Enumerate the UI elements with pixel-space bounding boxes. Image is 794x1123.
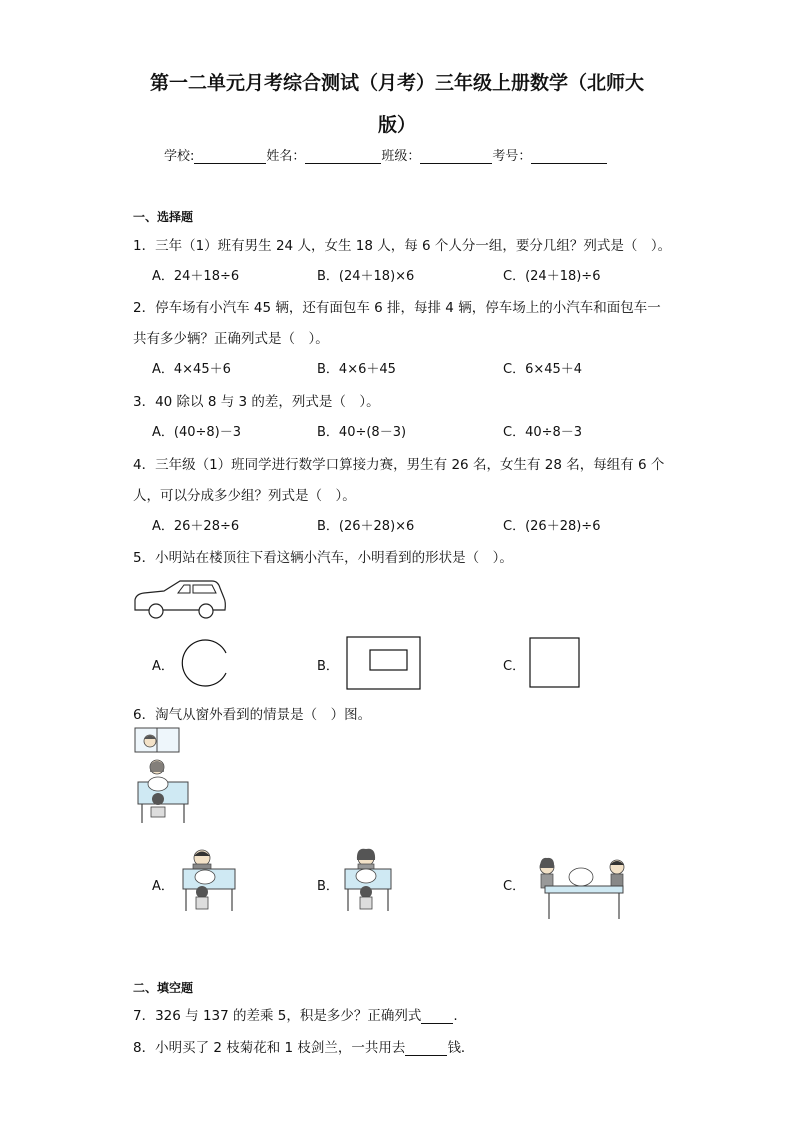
question-5-text: 5．小明站在楼顶往下看这辆小汽车，小明看到的形状是（ ）。 — [133, 550, 513, 566]
question-6-text: 6．淘气从窗外看到的情景是（ ）图。 — [133, 707, 372, 723]
name-label: 姓名： — [266, 149, 306, 164]
option-c-side-view-table-image — [537, 855, 633, 921]
question-5-option-c[interactable]: C． — [503, 659, 526, 674]
question-4-option-c[interactable]: C．(26＋28)÷6 — [503, 519, 601, 534]
question-1-option-c[interactable]: C．(24＋18)÷6 — [503, 269, 601, 284]
question-4-text-line2: 人，可以分成多少组？列式是（ ）。 — [133, 488, 356, 504]
question-1-option-b[interactable]: B．(24＋18)×6 — [317, 269, 415, 284]
question-2-text-line1: 2．停车场有小汽车 45 辆，还有面包车 6 排，每排 4 辆，停车场上的小汽车和面包车一 — [133, 300, 661, 316]
question-3-text: 3．40 除以 8 与 3 的差，列式是（ ）。 — [133, 394, 380, 410]
circle-shape-option — [180, 637, 232, 689]
question-4-text-line1: 4．三年级（1）班同学进行数学口算接力赛，男生有 26 名，女生有 28 名，每组有 6 个 — [133, 457, 665, 473]
question-6-option-b[interactable]: B． — [317, 879, 339, 894]
question-2-option-b[interactable]: B．4×6＋45 — [317, 362, 396, 377]
question-8-text — [133, 1036, 474, 1056]
exam-title-line1: 第一二单元月考综合测试（月考）三年级上册数学（北师大 — [149, 72, 644, 94]
name-blank[interactable] — [305, 149, 381, 164]
question-3-option-b[interactable]: B．40÷(8－3) — [317, 425, 407, 440]
question-8-prompt: 8．小明买了 2 枝菊花和 1 枝剑兰，一共用去 — [133, 1040, 406, 1056]
class-label: 班级： — [381, 149, 421, 164]
question-4-option-a[interactable]: A．26＋28÷6 — [152, 519, 240, 534]
number-label: 考号： — [492, 149, 532, 164]
student-info-row — [164, 145, 607, 164]
option-a-boy-at-table-image — [178, 845, 238, 915]
rectangle-with-inner-rectangle-option — [346, 636, 421, 690]
question-5-option-a[interactable]: A． — [152, 659, 174, 674]
question-3-option-c[interactable]: C．40÷8－3 — [503, 425, 583, 440]
question-1-text: 1．三年（1）班有男生 24 人，女生 18 人，每 6 个人分一组，要分几组？列式是（ ）。 — [133, 238, 672, 254]
question-2-option-a[interactable]: A．4×45＋6 — [152, 362, 231, 377]
question-4-option-b[interactable]: B．(26＋28)×6 — [317, 519, 415, 534]
car-side-view-image — [132, 576, 228, 622]
section-heading-fill-in: 二、填空题 — [133, 981, 194, 995]
section-heading-choice: 一、选择题 — [133, 210, 194, 224]
question-3-option-a[interactable]: A．(40÷8)－3 — [152, 425, 242, 440]
option-b-girl-at-table-image — [342, 845, 394, 915]
question-6-option-c[interactable]: C． — [503, 879, 526, 894]
exam-title-line2: 版） — [377, 114, 416, 136]
number-blank[interactable] — [531, 149, 607, 164]
school-label: 学校: — [164, 149, 195, 164]
question-7-prompt: 7．326 与 137 的差乘 5，积是多少？正确列式 — [133, 1008, 422, 1024]
question-2-option-c[interactable]: C．6×45＋4 — [503, 362, 583, 377]
class-blank[interactable] — [420, 149, 492, 164]
question-2-text-line2: 共有多少辆？正确列式是（ ）。 — [133, 331, 329, 347]
question-1-option-a[interactable]: A．24＋18÷6 — [152, 269, 240, 284]
question-8-answer-blank[interactable] — [405, 1043, 447, 1056]
window-scene-image — [134, 727, 192, 829]
question-7-answer-blank[interactable] — [421, 1011, 453, 1024]
question-5-option-b[interactable]: B． — [317, 659, 339, 674]
question-7-text — [133, 1004, 458, 1024]
question-8-end: 钱． — [447, 1040, 475, 1056]
school-blank[interactable] — [194, 149, 266, 164]
question-6-option-a[interactable]: A． — [152, 879, 174, 894]
square-shape-option — [529, 637, 580, 688]
question-7-end: . — [453, 1008, 458, 1024]
